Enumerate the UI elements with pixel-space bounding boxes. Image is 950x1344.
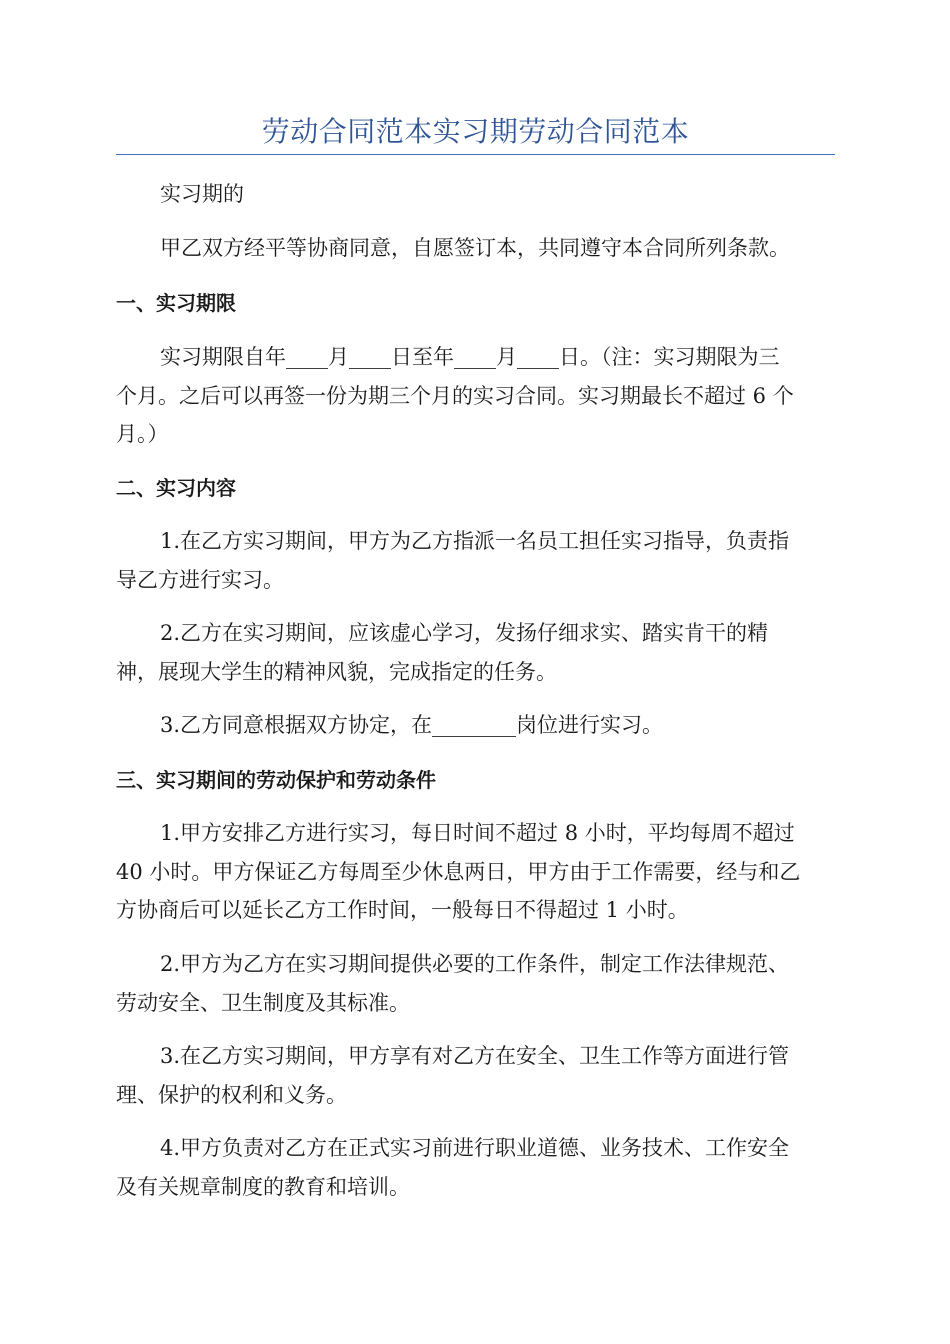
paragraph-line: 实习期限自年____月____日至年____月____日。（注：实习期限为三 xyxy=(160,345,780,369)
paragraph-line: 理、保护的权利和义务。 xyxy=(116,1082,347,1107)
paragraph-line: 月。） xyxy=(116,422,169,446)
paragraph-line: 3.乙方同意根据双方协定，在________岗位进行实习。 xyxy=(160,713,664,737)
paragraph-line: 及有关规章制度的教育和培训。 xyxy=(116,1174,410,1199)
paragraph-line: 40 小时。甲方保证乙方每周至少休息两日，甲方由于工作需要，经与和乙 xyxy=(116,859,801,884)
paragraph-line: 1.甲方安排乙方进行实习，每日时间不超过 8 小时，平均每周不超过 xyxy=(160,821,795,845)
paragraph-line: 神，展现大学生的精神风貌，完成指定的任务。 xyxy=(116,659,557,684)
paragraph-line: 劳动安全、卫生制度及其标准。 xyxy=(116,990,410,1015)
paragraph-line: 个月。之后可以再签一份为期三个月的实习合同。实习期最长不超过 6 个 xyxy=(116,383,794,408)
paragraph-line: 方协商后可以延长乙方工作时间，一般每日不得超过 1 小时。 xyxy=(116,898,689,922)
intro-paragraph: 实习期的 xyxy=(160,182,244,206)
section-2-paragraph-3 xyxy=(116,706,835,745)
paragraph-line: 4.甲方负责对乙方在正式实习前进行职业道德、业务技术、工作安全 xyxy=(160,1136,790,1160)
preamble-paragraph: 甲乙双方经平等协商同意，自愿签订本，共同遵守本合同所列条款。 xyxy=(160,236,790,260)
section-heading-labor-protection: 三、实习期间的劳动保护和劳动条件 xyxy=(116,768,436,792)
section-3-paragraph-1 xyxy=(116,814,835,930)
title-underline xyxy=(116,154,835,155)
section-3-paragraph-2 xyxy=(116,945,835,1022)
section-heading-content: 二、实习内容 xyxy=(116,476,236,500)
paragraph-line: 1.在乙方实习期间，甲方为乙方指派一名员工担任实习指导，负责指 xyxy=(160,529,790,553)
section-2-paragraph-1 xyxy=(116,522,835,599)
paragraph-line: 2.乙方在实习期间，应该虚心学习，发扬仔细求实、踏实肯干的精 xyxy=(160,621,769,645)
section-3-paragraph-4 xyxy=(116,1129,835,1206)
section-3-paragraph-3 xyxy=(116,1037,835,1114)
section-1-paragraph-1 xyxy=(116,338,835,454)
section-heading-term: 一、实习期限 xyxy=(116,291,236,315)
paragraph-line: 导乙方进行实习。 xyxy=(116,567,284,592)
paragraph-line: 3.在乙方实习期间，甲方享有对乙方在安全、卫生工作等方面进行管 xyxy=(160,1044,790,1068)
document-title: 劳动合同范本实习期劳动合同范本 xyxy=(261,115,690,148)
section-2-paragraph-2 xyxy=(116,614,835,691)
paragraph-line: 2.甲方为乙方在实习期间提供必要的工作条件，制定工作法律规范、 xyxy=(160,952,790,976)
